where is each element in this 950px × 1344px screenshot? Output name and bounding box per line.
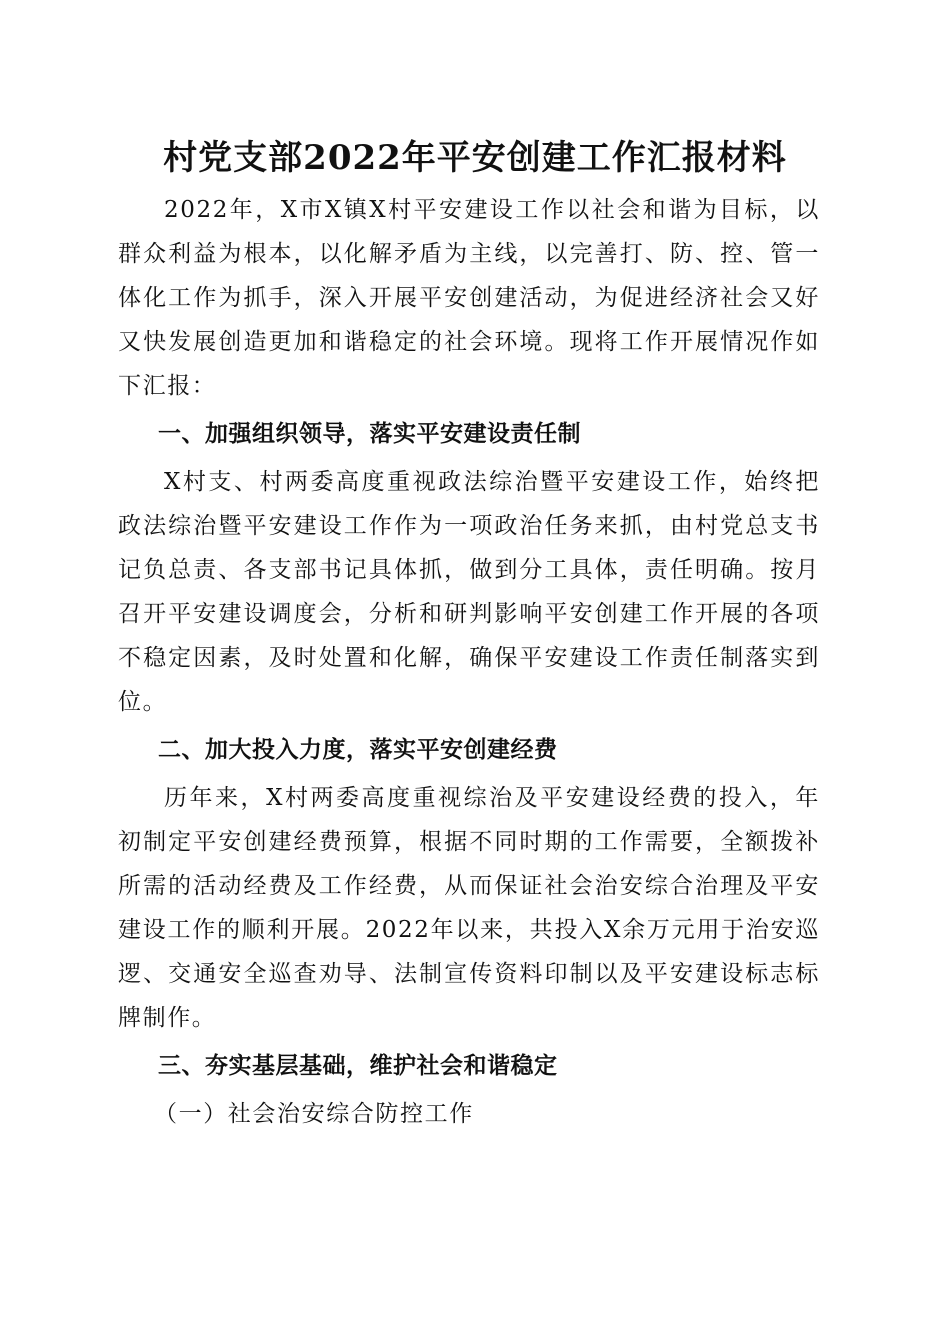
section-3-heading: 三、夯实基层基础，维护社会和谐稳定 <box>158 1053 558 1079</box>
section-2-paragraph: 历年来，X村两委高度重视综治及平安建设经费的投入，年初制定平安创建经费预算，根据不同时期的工作需要，全额拨补所需的活动经费及工作经费，从而保证社会治安综合治理及平安建设工作的顺利开展。2022年以来，共投入X余万元用于治安巡逻、交通安全巡查劝导、法制宣传资料印制以及平安建设标志标牌制作。 <box>118 785 820 1031</box>
section-3-subheading-1: （一）社会治安综合防控工作 <box>154 1101 474 1127</box>
section-1-paragraph: X村支、村两委高度重视政法综治暨平安建设工作，始终把政法综治暨平安建设工作作为一项政治任务来抓，由村党总支书记负总责、各支部书记具体抓，做到分工具体，责任明确。按月召开平安建设调度会，分析和研判影响平安创建工作开展的各项不稳定因素，及时处置和化解，确保平安建设工作责任制落实到位。 <box>118 469 820 715</box>
document-title: 村党支部2022年平安创建工作汇报材料 <box>163 138 787 178</box>
section-1-heading: 一、加强组织领导，落实平安建设责任制 <box>158 421 581 447</box>
intro-paragraph: 2022年，X市X镇X村平安建设工作以社会和谐为目标，以群众利益为根本，以化解矛盾为主线，以完善打、防、控、管一体化工作为抓手，深入开展平安创建活动，为促进经济社会又好又快发展创造更加和谐稳定的社会环境。现将工作开展情况作如下汇报： <box>118 197 820 399</box>
section-2-heading: 二、加大投入力度，落实平安创建经费 <box>158 737 558 763</box>
document-body <box>118 188 820 1136</box>
